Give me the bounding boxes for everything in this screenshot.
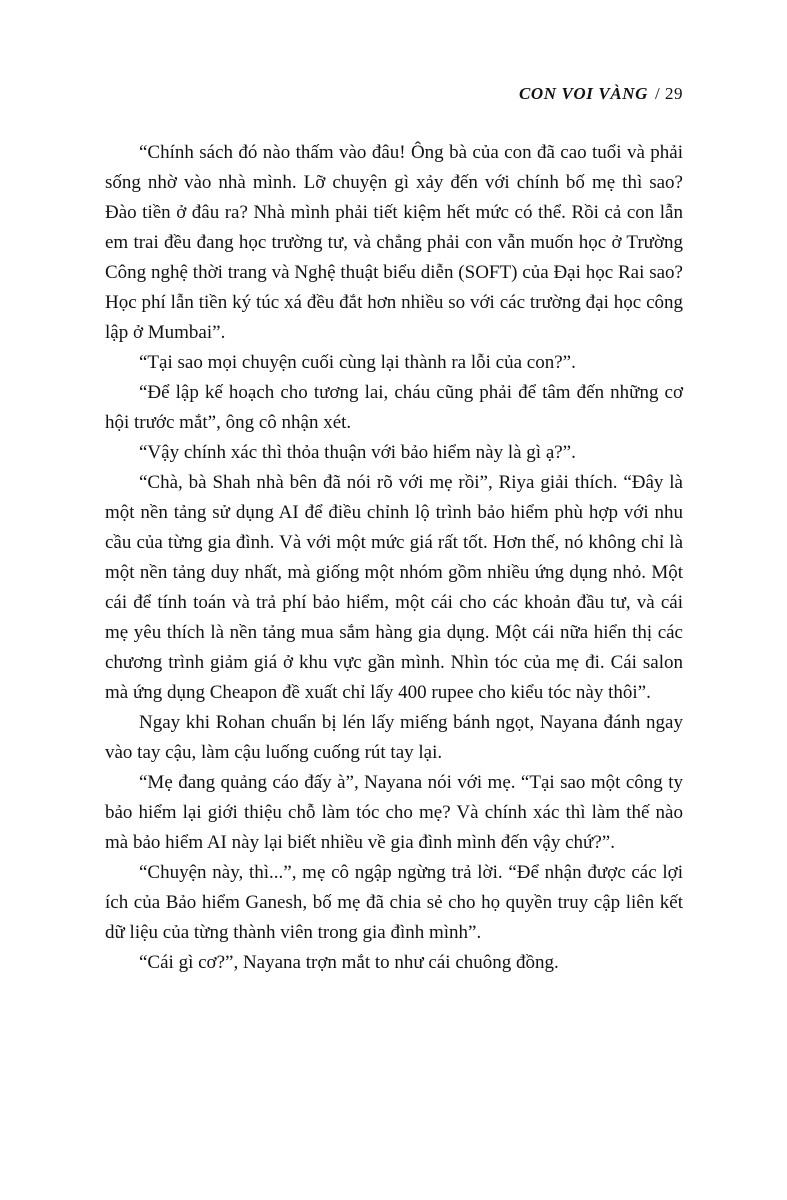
paragraph: Ngay khi Rohan chuẩn bị lén lấy miếng bánh ngọt, Nayana đánh ngay vào tay cậu, làm cậu luống cuống rút tay lại. xyxy=(105,712,683,763)
page-body xyxy=(105,138,683,978)
paragraph: “Để lập kế hoạch cho tương lai, cháu cũng phải để tâm đến những cơ hội trước mắt”, ông cô nhận xét. xyxy=(105,382,683,433)
paragraph: “Chà, bà Shah nhà bên đã nói rõ với mẹ rồi”, Riya giải thích. “Đây là một nền tảng sử dụng AI để điều chỉnh lộ trình bảo hiểm phù hợp với nhu cầu của từng gia đình. Và với một mức giá rất tốt. Hơn thế, nó không chỉ là một nền tảng duy nhất, mà giống một nhóm gồm nhiều ứng dụng nhỏ. Một cái để tính toán và trả phí bảo hiểm, một cái cho các khoản đầu tư, và cái mẹ yêu thích là nền tảng mua sắm hàng gia dụng. Một cái nữa hiển thị các chương trình giảm giá ở khu vực gần mình. Nhìn tóc của mẹ đi. Cái salon mà ứng dụng Cheapon đề xuất chỉ lấy 400 rupee cho kiểu tóc này thôi”. xyxy=(105,472,683,703)
paragraph: “Tại sao mọi chuyện cuối cùng lại thành ra lỗi của con?”. xyxy=(139,352,576,373)
paragraph: “Vậy chính xác thì thỏa thuận với bảo hiểm này là gì ạ?”. xyxy=(139,442,576,463)
paragraph: “Chính sách đó nào thấm vào đâu! Ông bà của con đã cao tuổi và phải sống nhờ vào nhà mình. Lỡ chuyện gì xảy đến với chính bố mẹ thì sao? Đào tiền ở đâu ra? Nhà mình phải tiết kiệm hết mức có thể. Rồi cả con lẫn em trai đều đang học trường tư, và chẳng phải con vẫn muốn học ở Trường Công nghệ thời trang và Nghệ thuật biểu diễn (SOFT) của Đại học Rai sao? Học phí lẫn tiền ký túc xá đều đắt hơn nhiều so với các trường đại học công lập ở Mumbai”. xyxy=(105,142,683,343)
paragraph: “Cái gì cơ?”, Nayana trợn mắt to như cái chuông đồng. xyxy=(139,952,559,973)
running-header xyxy=(105,84,683,104)
book-title: CON VOI VÀNG xyxy=(518,84,649,103)
paragraph: “Mẹ đang quảng cáo đấy à”, Nayana nói với mẹ. “Tại sao một công ty bảo hiểm lại giới thiệu chỗ làm tóc cho mẹ? Và chính xác thì làm thế nào mà bảo hiểm AI này lại biết nhiều về gia đình mình đến vậy chứ?”. xyxy=(105,772,683,853)
paragraph: “Chuyện này, thì...”, mẹ cô ngập ngừng trả lời. “Để nhận được các lợi ích của Bảo hiểm Ganesh, bố mẹ đã chia sẻ cho họ quyền truy cập liên kết dữ liệu của từng thành viên trong gia đình mình”. xyxy=(105,862,683,943)
page-number: / 29 xyxy=(655,84,683,103)
